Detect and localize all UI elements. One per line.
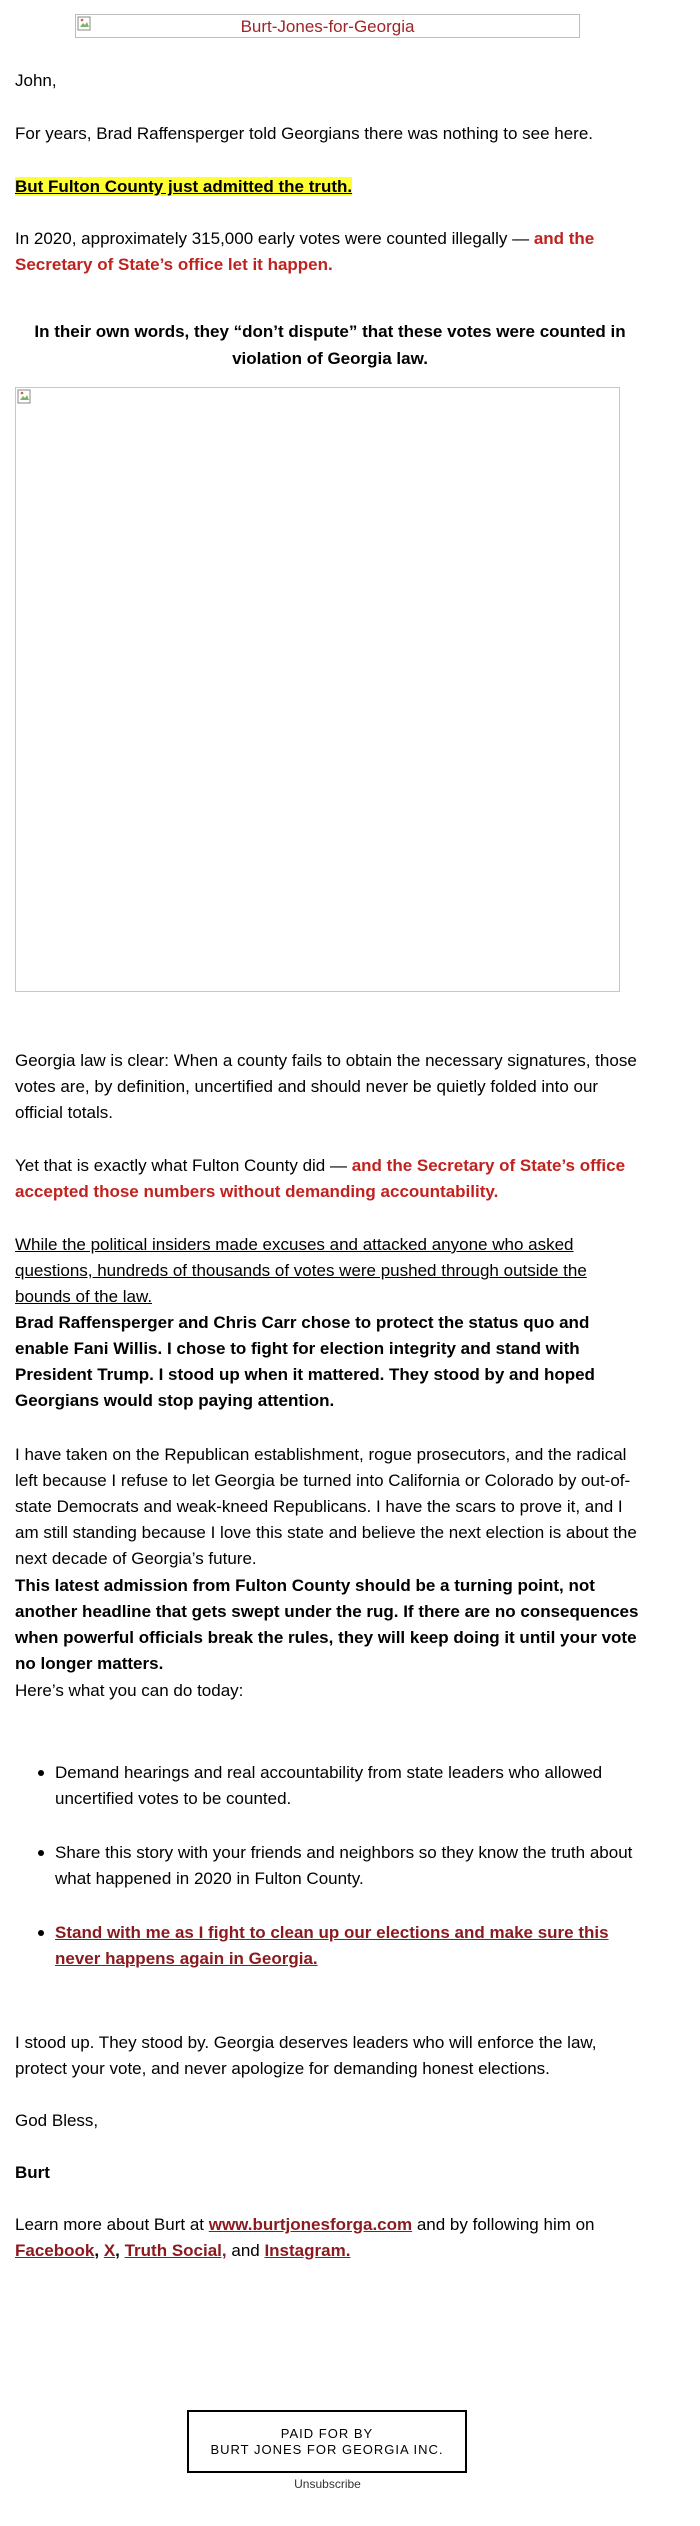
list-item: [0, 1920, 700, 1980]
truth-social-link[interactable]: Truth Social,: [124, 2241, 227, 2260]
list-item: [0, 1840, 700, 1900]
paragraph-learn-more: Learn more about Burt at www.burtjonesforga.com and by following him on Facebook, X, Truth Social, and Instagram.: [15, 2215, 595, 2260]
paragraph-admission: [15, 174, 645, 200]
paid-for-line-2: BURT JONES FOR GEORGIA INC.: [210, 2442, 444, 2457]
facebook-link[interactable]: Facebook: [15, 2241, 95, 2260]
paragraph-establishment: I have taken on the Republican establishment, rogue prosecutors, and the radical left because I refuse to let Georgia be turned into California or Colorado by out-of-state Democrats and weak-kneed Republicans. I have the scars to prove it, and I am still standing because I love this state and believe the next election is about the next decade of Georgia’s future.: [15, 1445, 637, 1568]
paragraph-insiders: While the political insiders made excuses and attacked anyone who asked questions, hundreds of thousands of votes were pushed through outside the bounds of the law.: [15, 1235, 587, 1306]
paid-for-box: [187, 2410, 467, 2473]
and-text: and: [226, 2241, 265, 2260]
action-item-link-wrap: [55, 1920, 645, 1972]
paragraph-georgia-law: Georgia law is clear: When a county fails to obtain the necessary signatures, those votes are, by definition, uncertified and should never be quietly folded into our official totals.: [15, 1051, 637, 1122]
action-item-text: Demand hearings and real accountability from state leaders who allowed uncertified votes to be counted.: [55, 1763, 603, 1808]
highlighted-admission: But Fulton County just admitted the truth.: [15, 177, 353, 196]
paragraph-early-votes: [15, 226, 645, 278]
fulton-red-text: and the Secretary of State’s office accepted those numbers without demanding accountability.: [15, 1156, 626, 1201]
paragraph-turning-point: This latest admission from Fulton County should be a turning point, not another headline that gets swept under the rug. If there are no consequences when powerful officials break the rules, they will keep doing it until your vote no longer matters.: [15, 1576, 639, 1673]
quote-line-2: violation of Georgia law.: [232, 349, 428, 368]
stand-with-me-link[interactable]: Stand with me as I fight to clean up our elections and make sure this never happens again in Georgia.: [55, 1923, 609, 1968]
broken-image-icon: [17, 389, 33, 405]
bullet-icon: [38, 1770, 44, 1776]
action-item-text: Share this story with your friends and neighbors so they know the truth about what happened in 2020 in Fulton County.: [55, 1843, 633, 1888]
paragraph-intro: For years, Brad Raffensperger told Georgians there was nothing to see here.: [15, 124, 594, 143]
header-logo-image[interactable]: [75, 14, 580, 38]
following-text: and by following him on: [412, 2215, 595, 2234]
instagram-link[interactable]: Instagram.: [264, 2241, 351, 2260]
list-item: [0, 1760, 700, 1820]
learn-more-text: Learn more about Burt at: [15, 2215, 209, 2234]
x-link[interactable]: X: [103, 2241, 116, 2260]
paragraph-what-to-do: Here’s what you can do today:: [15, 1681, 244, 1700]
greeting: John,: [15, 71, 57, 90]
header-image-alt-text: Burt-Jones-for-Georgia: [240, 17, 415, 36]
paragraph-fulton-accepted: [15, 1153, 645, 1205]
bullet-icon: [38, 1850, 44, 1856]
signature: Burt: [15, 2163, 50, 2182]
main-image[interactable]: [15, 387, 620, 992]
unsubscribe-link[interactable]: Unsubscribe: [294, 2477, 361, 2491]
bullet-icon: [38, 1930, 44, 1936]
paragraph-raffensperger-carr: Brad Raffensperger and Chris Carr chose to protect the status quo and enable Fani Willis. I chose to fight for election integrity and stand with President Trump. I stood up when it mattered. They stood by and hoped Georgians would stop paying attention.: [15, 1313, 595, 1410]
fulton-plain-text: Yet that is exactly what Fulton County did —: [15, 1156, 352, 1175]
paragraph-stood-up: I stood up. They stood by. Georgia deserves leaders who will enforce the law, protect your vote, and never apologize for demanding honest elections.: [15, 2033, 597, 2078]
paid-for-line-1: PAID FOR BY: [280, 2426, 374, 2441]
website-link[interactable]: www.burtjonesforga.com: [208, 2215, 413, 2234]
early-votes-text: In 2020, approximately 315,000 early votes were counted illegally —: [15, 229, 534, 248]
quote-line-1: In their own words, they “don’t dispute” that these votes were counted in: [34, 322, 626, 341]
early-votes-red-text: and the Secretary of State’s office let it happen.: [15, 229, 595, 274]
signoff: God Bless,: [15, 2111, 99, 2130]
quote-heading: [15, 318, 645, 372]
